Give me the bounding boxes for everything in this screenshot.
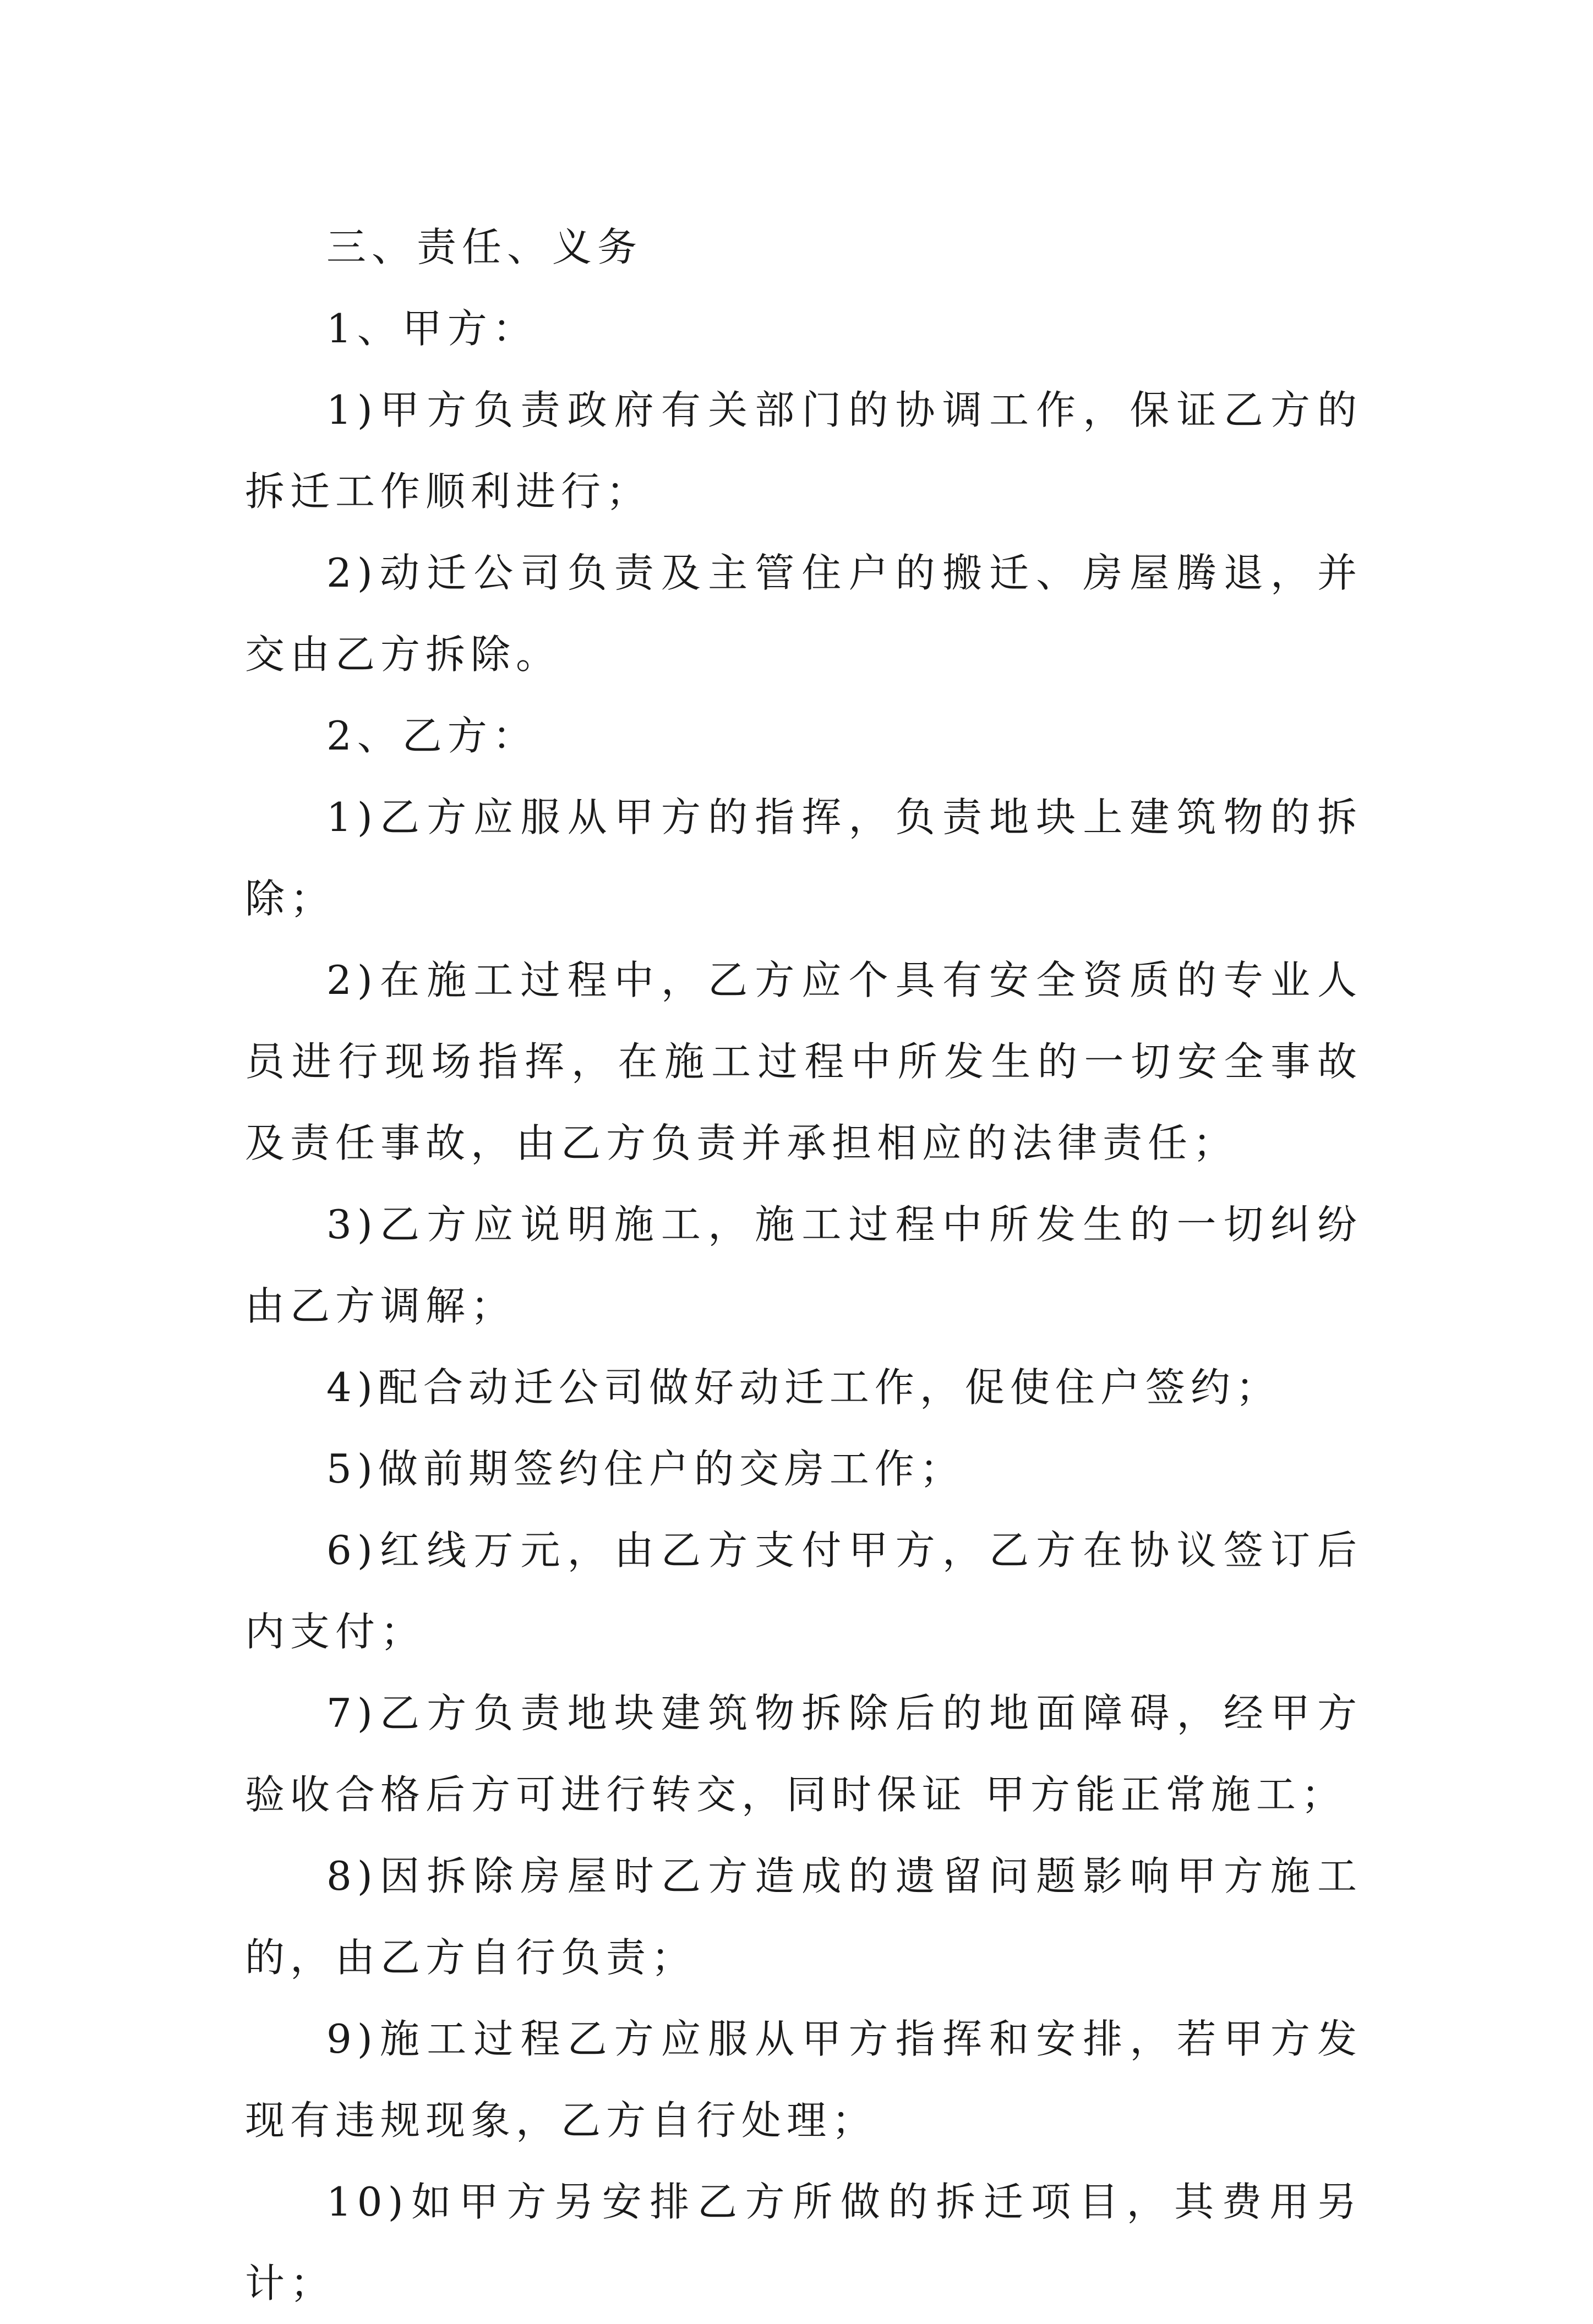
document-body xyxy=(245,206,1362,2324)
party-b-clause-8: 8)因拆除房屋时乙方造成的遗留问题影响甲方施工的，由乙方自行负责； xyxy=(245,1853,1362,1981)
party-a-clause-1: 1)甲方负责政府有关部门的协调工作，保证乙方的拆迁工作顺利进行； xyxy=(245,387,1362,515)
party-a-heading: 1、甲方： xyxy=(326,305,538,352)
party-b-heading: 2、乙方： xyxy=(326,713,538,759)
section-heading: 三、责任、义务 xyxy=(326,224,643,270)
party-b-clause-3: 3)乙方应说明施工，施工过程中所发生的一切纠纷由乙方调解； xyxy=(245,1201,1362,1329)
party-b-clause-1: 1)乙方应服从甲方的指挥，负责地块上建筑物的拆除； xyxy=(245,794,1362,922)
party-b-clause-2: 2)在施工过程中，乙方应个具有安全资质的专业人员进行现场指挥，在施工过程中所发生的一切安全事故及责任事故，由乙方负责并承担相应的法律责任； xyxy=(245,957,1362,1166)
party-b-clause-4: 4)配合动迁公司做好动迁工作，促使住户签约； xyxy=(326,1364,1281,1410)
party-b-clause-9: 9)施工过程乙方应服从甲方指挥和安排，若甲方发现有违规现象，乙方自行处理； xyxy=(245,2016,1362,2143)
party-a-clause-2: 2)动迁公司负责及主管住户的搬迁、房屋腾退，并交由乙方拆除。 xyxy=(245,550,1362,677)
party-b-clause-6: 6)红线万元，由乙方支付甲方，乙方在协议签订后 内支付； xyxy=(245,1527,1362,1655)
party-b-clause-7: 7)乙方负责地块建筑物拆除后的地面障碍，经甲方验收合格后方可进行转交，同时保证 甲方能正常施工； xyxy=(245,1690,1362,1818)
party-b-clause-5: 5)做前期签约住户的交房工作； xyxy=(326,1446,965,1492)
party-b-clause-10: 10)如甲方另安排乙方所做的拆迁项目，其费用另计； xyxy=(245,2179,1362,2306)
